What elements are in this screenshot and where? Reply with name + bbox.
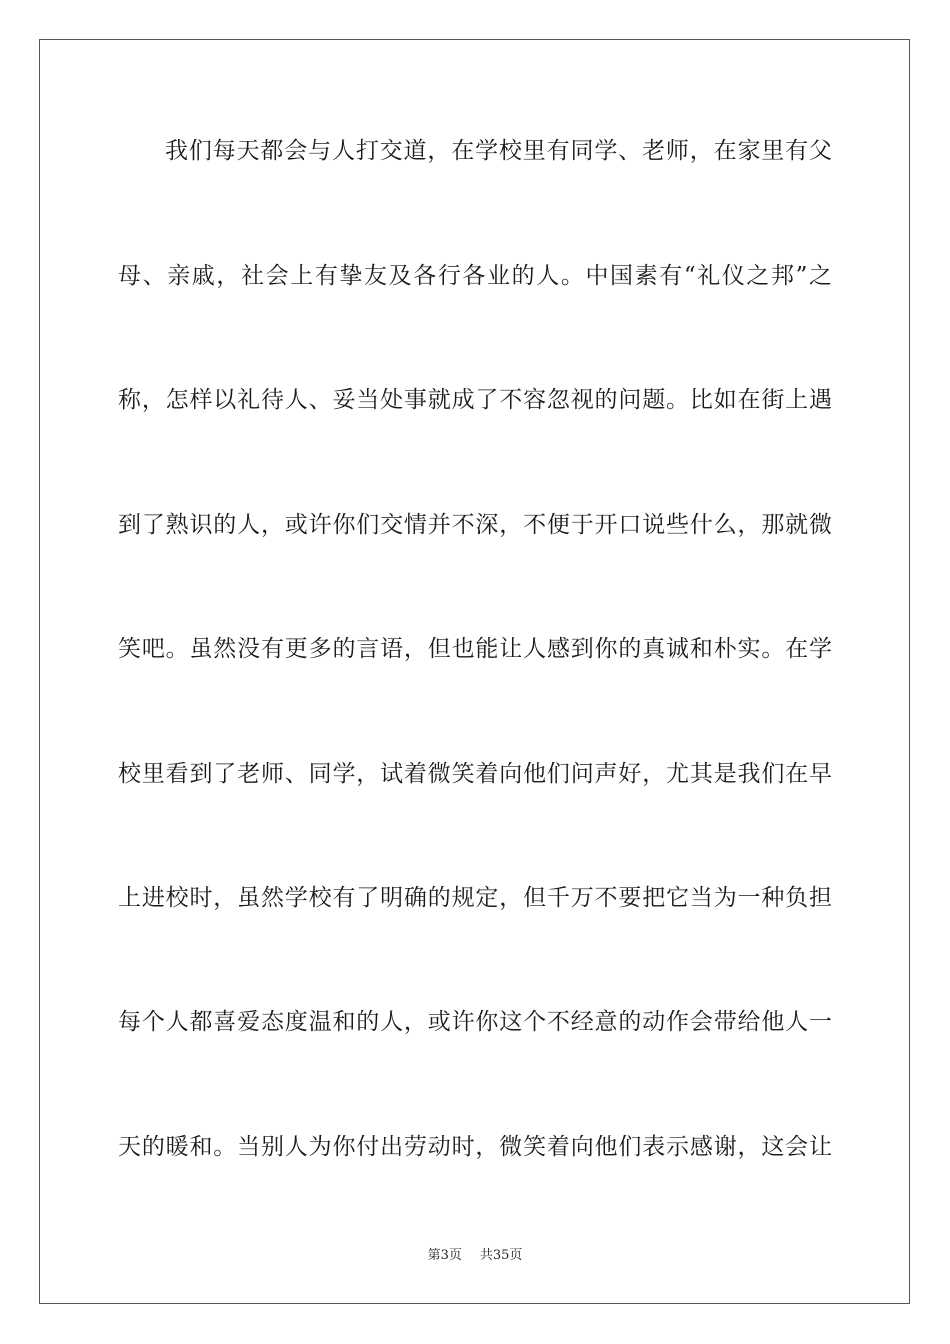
page-total: 共35页 [479, 1248, 523, 1263]
body-line: 每个人都喜爱态度温和的人，或许你这个不经意的动作会带给他人一 [118, 1009, 832, 1035]
body-line: 笑吧。虽然没有更多的言语，但也能让人感到你的真诚和朴实。在学 [118, 636, 832, 662]
body-line: 天的暖和。当别人为你付出劳动时，微笑着向他们表示感谢，这会让 [118, 1134, 832, 1160]
body-line: 到了熟识的人，或许你们交情并不深，不便于开口说些什么，那就微 [118, 512, 832, 538]
body-line: 我们每天都会与人打交道，在学校里有同学、老师，在家里有父 [165, 138, 832, 164]
page-frame [39, 39, 910, 1304]
body-line: 母、亲戚，社会上有挚友及各行各业的人。中国素有“礼仪之邦”之 [118, 263, 832, 289]
page-footer [0, 1248, 950, 1264]
page-number: 第3页 [427, 1248, 462, 1263]
body-line: 上进校时，虽然学校有了明确的规定，但千万不要把它当为一种负担 [118, 885, 832, 911]
body-line: 校里看到了老师、同学，试着微笑着向他们问声好，尤其是我们在早 [118, 761, 832, 787]
body-line: 称，怎样以礼待人、妥当处事就成了不容忽视的问题。比如在街上遇 [118, 387, 832, 413]
